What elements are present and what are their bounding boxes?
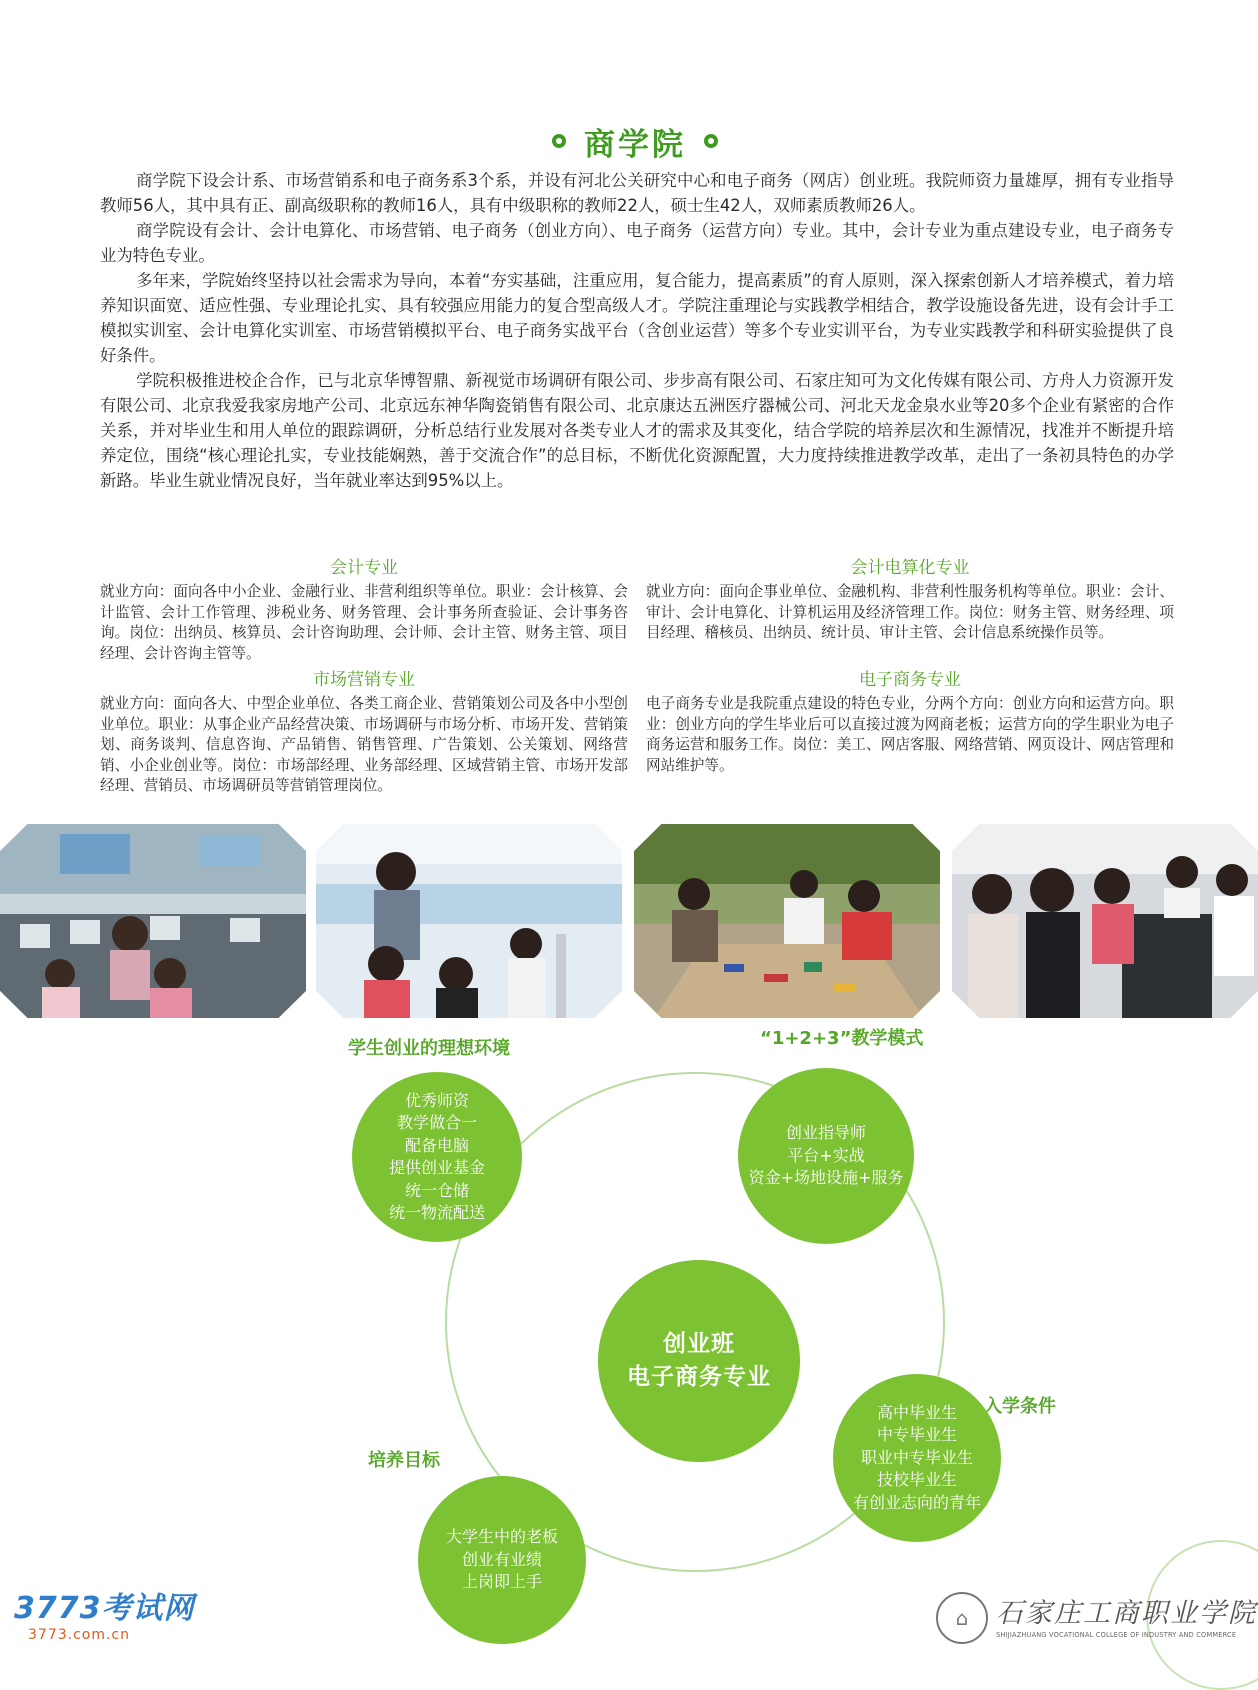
circle-line: 大学生中的老板 [445, 1527, 558, 1547]
major-title: 市场营销专业 [313, 670, 415, 690]
circle-line: 中专毕业生 [876, 1425, 957, 1445]
page-title-text: 商学院 [584, 126, 686, 163]
label-environment: 学生创业的理想环境 [348, 1038, 510, 1059]
circle-line: 有创业志向的青年 [852, 1492, 981, 1512]
center-line: 创业班 [663, 1331, 735, 1357]
circle-goals [418, 1476, 586, 1644]
title-ornament-left-icon [552, 134, 566, 148]
circle-line: 统一仓储 [404, 1180, 469, 1200]
circle-line: 平台+实战 [787, 1145, 865, 1165]
college-seal-icon: ⌂ [936, 1592, 988, 1644]
page-title [540, 118, 730, 164]
circle-line: 教学做合一 [396, 1113, 477, 1132]
major-body: 就业方向：面向各中小企业、金融行业、非营利组织等单位。职业：会计核算、会计监管、会计工作管理、涉税业务、财务管理、会计事务所查验证、会计事务咨询。岗位：出纳员、核算员、会计咨询助理、会计师、会计主管、财务主管、项目经理、会计咨询主管等。 [100, 583, 628, 662]
circle-environment [352, 1072, 522, 1242]
circle-line: 创业有业绩 [461, 1549, 542, 1569]
label-teaching-mode: “1+2+3”教学模式 [760, 1028, 924, 1049]
major-title: 会计电算化专业 [850, 558, 970, 578]
circle-teaching-mode [738, 1068, 914, 1244]
circle-line: 统一物流配送 [388, 1203, 485, 1222]
photo-students-group [952, 824, 1258, 1018]
intro-text [100, 168, 1174, 493]
circle-line: 职业中专毕业生 [860, 1447, 973, 1467]
photo-classroom [316, 824, 622, 1018]
intro-paragraph: 学院积极推进校企合作，已与北京华博智鼎、新视觉市场调研有限公司、步步高有限公司、石家庄知可为文化传媒有限公司、方舟人力资源开发有限公司、北京我爱我家房地产公司、北京远东神华陶瓷销售有限公司、北京康达五洲医疗器械公司、河北天龙金泉水业等20多个企业有紧密的合作关系，并对毕业生和用人单位的跟踪调研，分析总结行业发展对各类专业人才的需求及其变化，结合学院的培养层次和生源情况，找准并不断提升培养定位，围绕“核心理论扎实，专业技能娴熟，善于交流合作”的总目标，不断优化资源配置，大力度持续推进教学改革，走出了一条初具特色的办学新路。毕业生就业情况良好，当年就业率达到95%以上。 [100, 371, 1174, 490]
circle-line: 技校毕业生 [876, 1470, 957, 1490]
circle-center-program [598, 1260, 800, 1462]
major-marketing [100, 668, 628, 797]
intro-paragraph: 多年来，学院始终坚持以社会需求为导向，本着“夯实基础，注重应用，复合能力，提高素质”的育人原则，深入探索创新人才培养模式，着力培养知识面宽、适应性强、专业理论扎实、具有较强应用能力的复合型高级人才。学院注重理论与实践教学相结合，教学设施设备先进，设有会计手工模拟实训室、会计电算化实训室、市场营销模拟平台、电子商务实战平台（含创业运营）等多个专业实训平台，为专业实践教学和科研实验提供了良好条件。 [100, 271, 1174, 365]
photo-computer-lab [0, 824, 306, 1018]
major-title: 会计专业 [330, 558, 398, 578]
college-name [996, 1597, 1257, 1640]
circle-line: 创业指导师 [785, 1123, 866, 1143]
label-requirements: 入学条件 [984, 1396, 1056, 1417]
intro-paragraph: 商学院设有会计、会计电算化、市场营销、电子商务（创业方向）、电子商务（运营方向）专业。其中，会计专业为重点建设专业，电子商务专业为特色专业。 [100, 221, 1174, 265]
photo-market-stall [634, 824, 940, 1018]
major-body: 电子商务专业是我院重点建设的特色专业，分两个方向：创业方向和运营方向。职业：创业方向的学生毕业后可以直接过渡为网商老板；运营方向的学生职业为电子商务运营和服务工作。岗位：美工、网店客服、网络营销、网页设计、网店管理和网站维护等。 [646, 695, 1174, 774]
major-body: 就业方向：面向企事业单位、金融机构、非营利性服务机构等单位。职业：会计、审计、会计电算化、计算机运用及经济管理工作。岗位：财务主管、财务经理、项目经理、稽核员、出纳员、统计员、审计主管、会计信息系统操作员等。 [646, 583, 1174, 641]
center-line: 电子商务专业 [627, 1364, 771, 1390]
major-ecommerce [646, 668, 1174, 776]
college-logo [936, 1592, 1257, 1644]
watermark-url: 3773.com.cn [28, 1627, 130, 1643]
label-goals: 培养目标 [368, 1450, 440, 1471]
circle-line: 高中毕业生 [876, 1402, 957, 1422]
circle-line: 配备电脑 [404, 1135, 469, 1155]
college-name-cn: 石家庄工商职业学院 [996, 1597, 1257, 1629]
intro-paragraph: 商学院下设会计系、市场营销系和电子商务系3个系，并设有河北公关研究中心和电子商务（网店）创业班。我院师资力量雄厚，拥有专业指导教师56人，其中具有正、副高级职称的教师16人，具有中级职称的教师22人，硕士生42人，双师素质教师26人。 [100, 171, 1174, 215]
circle-requirements [833, 1374, 1001, 1542]
major-accounting [100, 556, 628, 664]
circle-line: 上岗即上手 [461, 1572, 542, 1592]
circle-line: 提供创业基金 [388, 1158, 485, 1177]
watermark-main: 3773考试网 [14, 1591, 195, 1626]
site-watermark [14, 1592, 195, 1644]
circle-line: 资金+场地设施+服务 [748, 1168, 904, 1188]
major-body: 就业方向：面向各大、中型企业单位、各类工商企业、营销策划公司及各中小型创业单位。职业：从事企业产品经营决策、市场调研与市场分析、市场开发、营销策划、商务谈判、信息咨询、产品销售、销售管理、广告策划、公关策划、网络营销、小企业创业等。岗位：市场部经理、业务部经理、区域营销主管、市场开发部经理、营销员、市场调研员等营销管理岗位。 [100, 695, 628, 794]
circle-line: 优秀师资 [404, 1090, 469, 1110]
title-ornament-right-icon [704, 134, 718, 148]
major-computerized-accounting [646, 556, 1174, 644]
major-title: 电子商务专业 [859, 670, 961, 690]
college-name-en: SHIJIAZHUANG VOCATIONAL COLLEGE OF INDUSTRY AND COMMERCE [996, 1630, 1237, 1639]
